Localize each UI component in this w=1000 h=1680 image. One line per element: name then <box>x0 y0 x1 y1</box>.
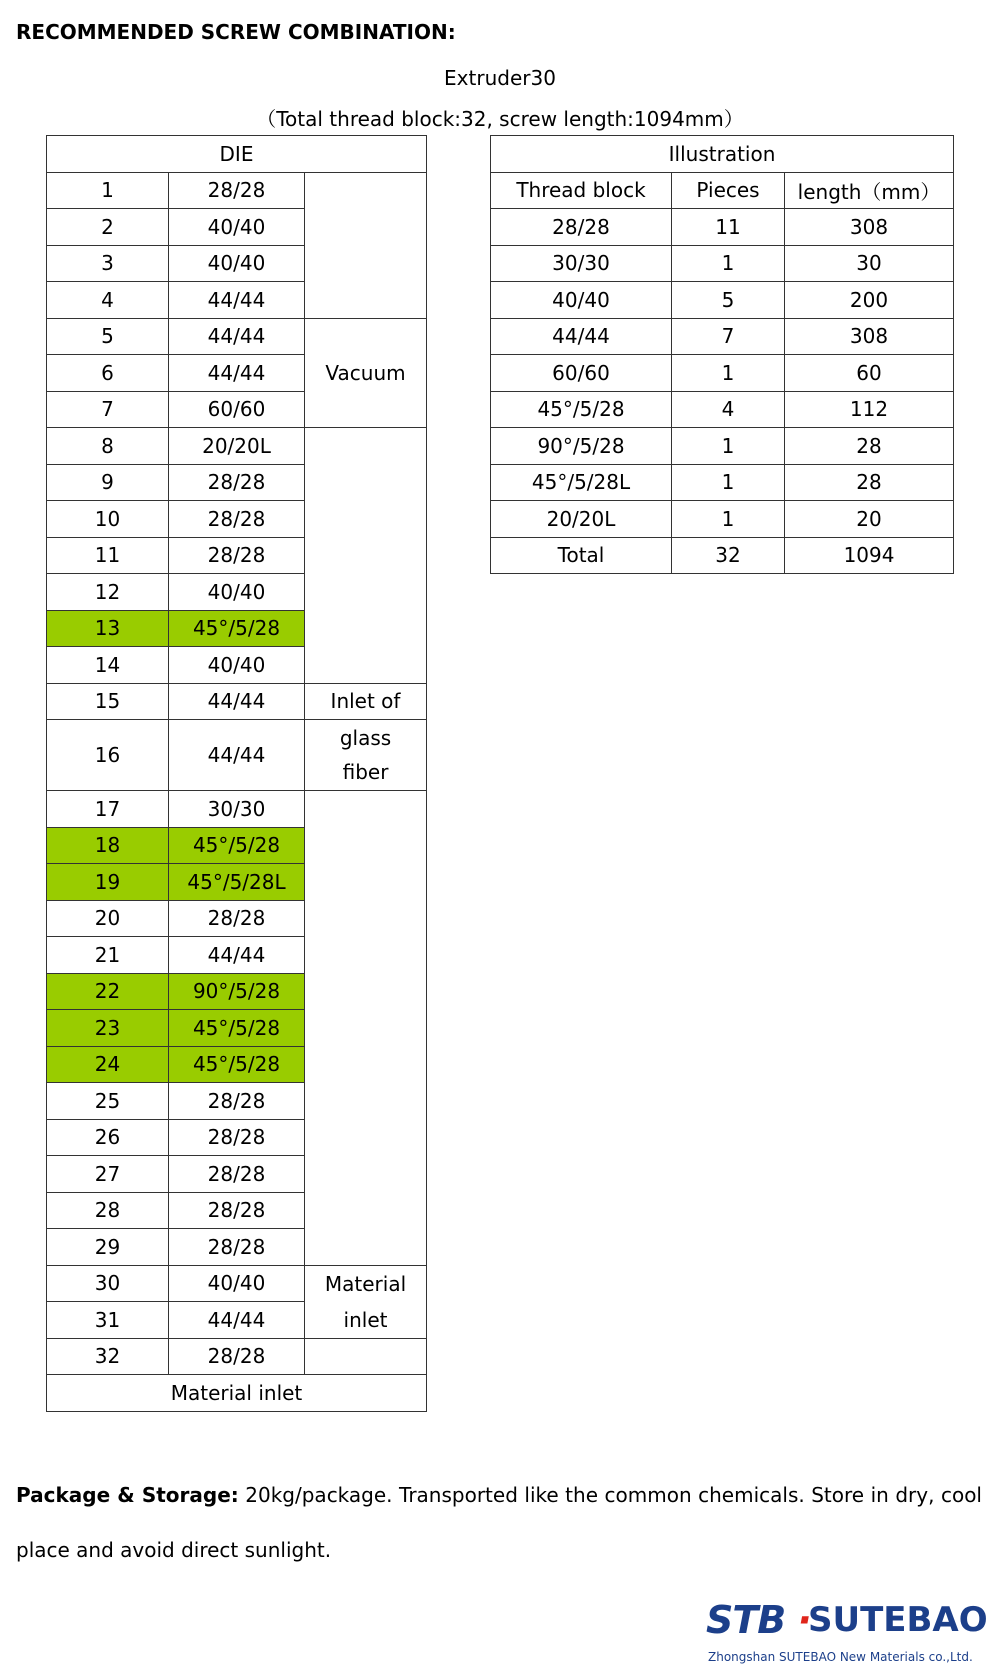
thread-block: 45°/5/28L <box>169 864 305 901</box>
cell-pieces: 5 <box>672 282 785 319</box>
row-number: 3 <box>47 245 169 282</box>
thread-block: 28/28 <box>169 1083 305 1120</box>
table-row <box>491 282 954 319</box>
row-number: 29 <box>47 1229 169 1266</box>
zone-empty <box>305 1338 427 1375</box>
table-row <box>491 318 954 355</box>
cell-block: 28/28 <box>491 209 672 246</box>
row-number: 20 <box>47 900 169 937</box>
die-header: DIE <box>47 136 427 173</box>
thread-block: 44/44 <box>169 282 305 319</box>
cell-length: 112 <box>785 391 954 428</box>
table-row <box>47 172 427 209</box>
row-number: 6 <box>47 355 169 392</box>
cell-length: 28 <box>785 464 954 501</box>
die-header-row <box>47 136 427 173</box>
row-number: 23 <box>47 1010 169 1047</box>
table-row <box>47 318 427 355</box>
row-number: 19 <box>47 864 169 901</box>
thread-block: 44/44 <box>169 355 305 392</box>
table-row <box>491 245 954 282</box>
row-number: 28 <box>47 1192 169 1229</box>
cell-block: 45°/5/28 <box>491 391 672 428</box>
thread-block: 20/20L <box>169 428 305 465</box>
cell-pieces: 32 <box>672 537 785 574</box>
zone-empty <box>305 172 427 318</box>
zone-vacuum: Vacuum <box>305 318 427 428</box>
zone-glass-fiber-2 <box>305 720 427 791</box>
row-number: 1 <box>47 172 169 209</box>
row-number: 30 <box>47 1265 169 1302</box>
table-row <box>491 501 954 538</box>
row-number: 22 <box>47 973 169 1010</box>
cell-block: 20/20L <box>491 501 672 538</box>
package-text: 20kg/package. Transported like the common chemicals. Store in dry, cool place and avoid direct sunlight. <box>16 1483 982 1562</box>
die-footer-row <box>47 1375 427 1412</box>
row-number: 12 <box>47 574 169 611</box>
row-number: 7 <box>47 391 169 428</box>
extruder-title: Extruder30 <box>444 66 556 90</box>
table-row <box>491 464 954 501</box>
logo-separator: · <box>785 1598 811 1642</box>
thread-block: 40/40 <box>169 574 305 611</box>
thread-block: 40/40 <box>169 209 305 246</box>
row-number: 13 <box>47 610 169 647</box>
thread-block: 40/40 <box>169 1265 305 1302</box>
thread-block: 60/60 <box>169 391 305 428</box>
thread-block: 28/28 <box>169 1229 305 1266</box>
package-label: Package & Storage: <box>16 1483 239 1507</box>
thread-block: 30/30 <box>169 791 305 828</box>
thread-block: 28/28 <box>169 1156 305 1193</box>
table-row <box>491 209 954 246</box>
cell-block: 60/60 <box>491 355 672 392</box>
illustration-header-row <box>491 172 954 209</box>
row-number: 27 <box>47 1156 169 1193</box>
table-row <box>47 791 427 828</box>
table-row <box>47 683 427 720</box>
cell-pieces: 1 <box>672 428 785 465</box>
table-row <box>47 720 427 791</box>
row-number: 17 <box>47 791 169 828</box>
logo-mark-text: STB <box>706 1598 786 1642</box>
total-row <box>491 537 954 574</box>
row-number: 15 <box>47 683 169 720</box>
company-logo <box>706 1598 986 1672</box>
row-number: 11 <box>47 537 169 574</box>
cell-block: 90°/5/28 <box>491 428 672 465</box>
illustration-table <box>490 135 954 574</box>
column-header: length（mm） <box>785 172 954 209</box>
row-number: 4 <box>47 282 169 319</box>
cell-block: 40/40 <box>491 282 672 319</box>
zone-material-line: inlet <box>343 1307 388 1332</box>
row-number: 16 <box>47 720 169 791</box>
table-row <box>491 428 954 465</box>
column-header: Thread block <box>491 172 672 209</box>
thread-block: 28/28 <box>169 501 305 538</box>
thread-block: 45°/5/28 <box>169 610 305 647</box>
column-header: Pieces <box>672 172 785 209</box>
zone-glass-fiber-1: Inlet of <box>305 683 427 720</box>
die-footer: Material inlet <box>47 1375 427 1412</box>
thread-block: 44/44 <box>169 318 305 355</box>
zone-material-line: Material <box>324 1271 407 1296</box>
cell-pieces: 1 <box>672 501 785 538</box>
logo-wordmark: SUTEBAO <box>808 1600 988 1640</box>
row-number: 25 <box>47 1083 169 1120</box>
thread-block: 45°/5/28 <box>169 1046 305 1083</box>
row-number: 10 <box>47 501 169 538</box>
zone-empty <box>305 791 427 1266</box>
row-number: 14 <box>47 647 169 684</box>
zone-glass-fiber-line: glass <box>339 726 392 750</box>
illustration-title-row <box>491 136 954 173</box>
cell-block: 30/30 <box>491 245 672 282</box>
cell-pieces: 1 <box>672 245 785 282</box>
cell-length: 308 <box>785 318 954 355</box>
thread-block: 90°/5/28 <box>169 973 305 1010</box>
thread-block: 45°/5/28 <box>169 827 305 864</box>
zone-empty <box>305 428 427 684</box>
thread-block: 44/44 <box>169 937 305 974</box>
table-row <box>47 1265 427 1302</box>
zone-glass-fiber-line: fiber <box>342 760 389 784</box>
cell-length: 1094 <box>785 537 954 574</box>
thread-block: 28/28 <box>169 172 305 209</box>
die-table <box>46 135 427 1412</box>
row-number: 9 <box>47 464 169 501</box>
row-number: 32 <box>47 1338 169 1375</box>
cell-length: 308 <box>785 209 954 246</box>
section-heading: RECOMMENDED SCREW COMBINATION: <box>16 20 456 44</box>
zone-material-inlet <box>305 1265 427 1338</box>
row-number: 21 <box>47 937 169 974</box>
cell-block: 45°/5/28L <box>491 464 672 501</box>
cell-length: 200 <box>785 282 954 319</box>
illustration-title: Illustration <box>491 136 954 173</box>
thread-block: 40/40 <box>169 647 305 684</box>
table-row <box>491 355 954 392</box>
cell-pieces: 1 <box>672 464 785 501</box>
row-number: 5 <box>47 318 169 355</box>
thread-block: 28/28 <box>169 537 305 574</box>
thread-block: 28/28 <box>169 900 305 937</box>
cell-block: Total <box>491 537 672 574</box>
cell-length: 60 <box>785 355 954 392</box>
cell-length: 28 <box>785 428 954 465</box>
row-number: 31 <box>47 1302 169 1339</box>
thread-block: 44/44 <box>169 683 305 720</box>
row-number: 24 <box>47 1046 169 1083</box>
logo-mark <box>706 1598 811 1642</box>
logo-company-name: Zhongshan SUTEBAO New Materials co.,Ltd. <box>708 1650 973 1664</box>
cell-pieces: 4 <box>672 391 785 428</box>
row-number: 18 <box>47 827 169 864</box>
thread-block: 28/28 <box>169 464 305 501</box>
row-number: 2 <box>47 209 169 246</box>
cell-length: 20 <box>785 501 954 538</box>
thread-block: 44/44 <box>169 720 305 791</box>
table-row <box>47 428 427 465</box>
table-row <box>491 391 954 428</box>
cell-pieces: 11 <box>672 209 785 246</box>
cell-pieces: 7 <box>672 318 785 355</box>
thread-block: 45°/5/28 <box>169 1010 305 1047</box>
cell-pieces: 1 <box>672 355 785 392</box>
thread-block: 28/28 <box>169 1192 305 1229</box>
package-storage-paragraph <box>16 1468 982 1578</box>
extruder-subtitle: （Total thread block:32, screw length:1094mm） <box>256 107 744 131</box>
cell-block: 44/44 <box>491 318 672 355</box>
cell-length: 30 <box>785 245 954 282</box>
table-row <box>47 1338 427 1375</box>
row-number: 8 <box>47 428 169 465</box>
thread-block: 44/44 <box>169 1302 305 1339</box>
row-number: 26 <box>47 1119 169 1156</box>
thread-block: 40/40 <box>169 245 305 282</box>
thread-block: 28/28 <box>169 1338 305 1375</box>
thread-block: 28/28 <box>169 1119 305 1156</box>
